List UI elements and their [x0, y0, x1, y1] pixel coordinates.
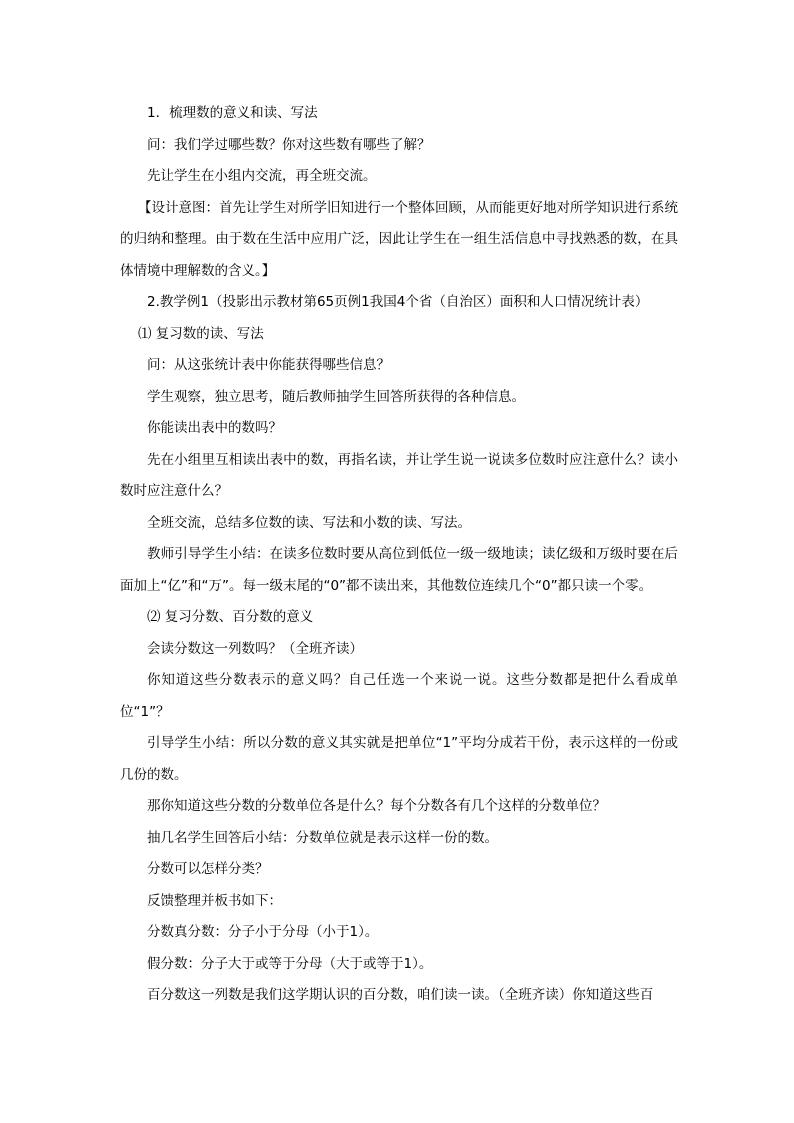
- heading-example-1: 2.教学例1（投影出示教材第65页例1我国4个省（自治区）面积和人口情况统计表）: [147, 294, 649, 310]
- paragraph: 先让学生在小组内交流，再全班交流。: [147, 168, 377, 184]
- paragraph: 全班交流，总结多位数的读、写法和小数的读、写法。: [147, 514, 471, 531]
- paragraph: 反馈整理并板书如下：: [147, 892, 282, 909]
- paragraph: 百分数这一列数是我们这学期认识的百分数，咱们读一读。（全班齐读）你知道这些百: [147, 987, 654, 1003]
- paragraph: 那你知道这些分数的分数单位各是什么？每个分数各有几个这样的分数单位？: [147, 798, 606, 814]
- paragraph: 你能读出表中的数吗？: [147, 420, 282, 436]
- subheading-fractions: ⑵ 复习分数、百分数的意义: [147, 609, 314, 625]
- paragraph: 分数真分数：分子小于分母（小于1）。: [147, 924, 379, 940]
- paragraph: 你知道这些分数表示的意义吗？自己任选一个来说一说。这些分数都是把什么看成单位“1”？: [120, 672, 678, 720]
- subheading-read-write: ⑴ 复习数的读、写法: [138, 325, 264, 342]
- paragraph: 先在小组里互相读出表中的数，再指名读，并让学生说一说读多位数时应注意什么？读小数时应注意什么？: [120, 451, 678, 499]
- design-intent-note: 【设计意图：首先让学生对所学旧知进行一个整体回顾，从而能更好地对所学知识进行系统的归纳和整理。由于数在生活中应用广泛，因此让学生在一组生活信息中寻找熟悉的数，在具体情境中理解数的含义。】: [120, 199, 678, 279]
- heading-number-meaning: 1．梳理数的意义和读、写法: [147, 105, 318, 121]
- paragraph: 分数可以怎样分类？: [147, 861, 269, 877]
- paragraph: 会读分数这一列数吗？（全班齐读）: [147, 640, 363, 657]
- document-body: [120, 98, 678, 1012]
- paragraph: 假分数：分子大于或等于分母（大于或等于1）。: [147, 955, 433, 972]
- paragraph: 学生观察，独立思考，随后教师抽学生回答所获得的各种信息。: [147, 388, 525, 405]
- paragraph: 抽几名学生回答后小结：分数单位就是表示这样一份的数。: [147, 829, 498, 846]
- paragraph: 引导学生小结：所以分数的意义其实就是把单位“1”平均分成若干份，表示这样的一份或几份的数。: [120, 735, 678, 783]
- paragraph: 问：从这张统计表中你能获得哪些信息？: [147, 357, 390, 373]
- paragraph: 问：我们学过哪些数？你对这些数有哪些了解？: [147, 136, 431, 153]
- paragraph: 教师引导学生小结：在读多位数时要从高位到低位一级一级地读；读亿级和万级时要在后面加上“亿”和“万”。每一级末尾的“0”都不读出来，其他数位连续几个“0”都只读一个零。: [120, 546, 678, 594]
